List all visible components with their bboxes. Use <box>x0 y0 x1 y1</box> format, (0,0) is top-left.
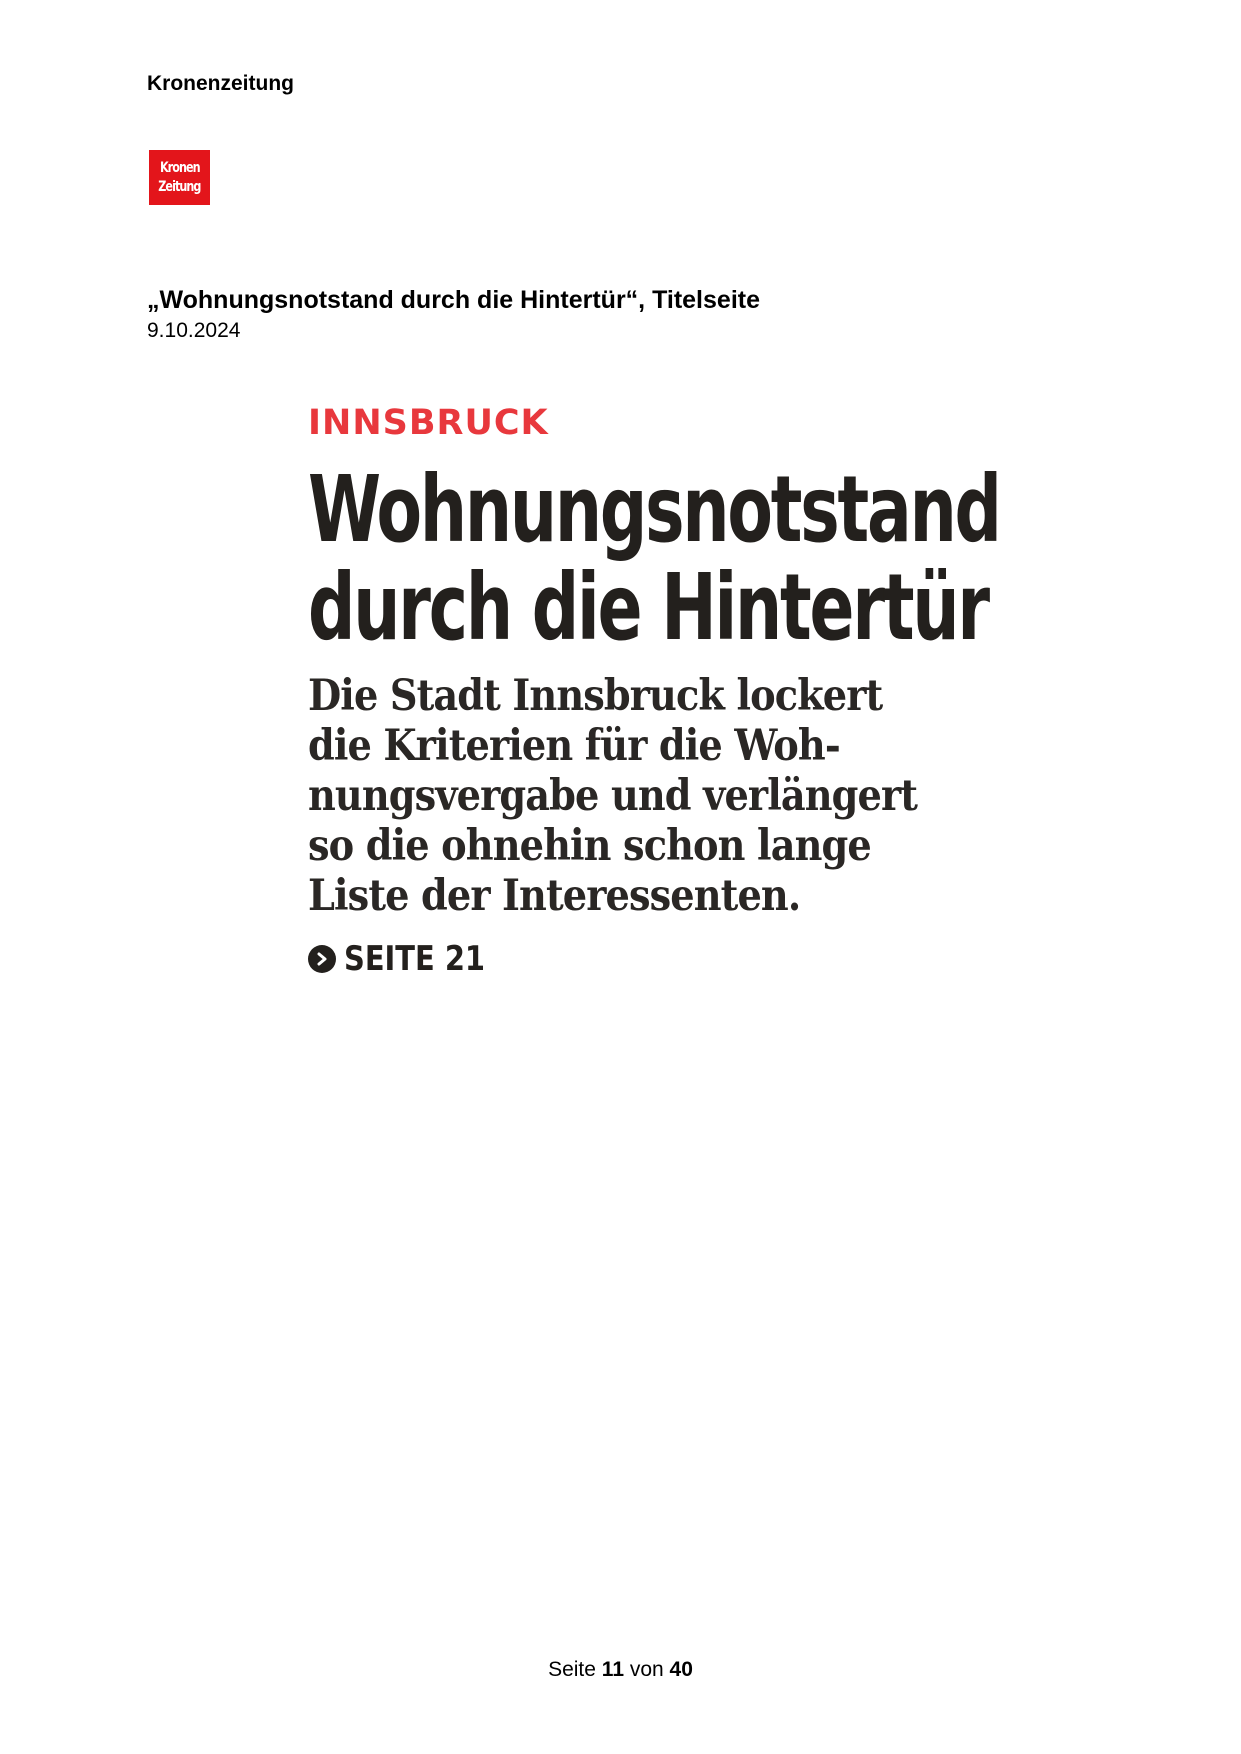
footer-current-page: 11 <box>601 1658 624 1681</box>
lead-line: nungsvergabe und verlängert <box>308 771 918 821</box>
lead-line: Die Stadt Innsbruck lockert <box>308 671 883 721</box>
footer-separator: von <box>629 1658 664 1681</box>
logo-line-1: Kronen <box>159 159 200 176</box>
footer-total-pages: 40 <box>669 1658 693 1681</box>
lead-line: die Kriterien für die Woh- <box>308 721 840 771</box>
headline-line: Wohnungsnotstand <box>308 456 1000 563</box>
clipping-lead <box>308 671 918 921</box>
lead-line: so die ohnehin schon lange <box>308 821 871 871</box>
article-date: 9.10.2024 <box>147 319 241 342</box>
footer-prefix: Seite <box>548 1658 596 1681</box>
headline-line: durch die Hintertür <box>308 554 988 661</box>
article-title: „Wohnungsnotstand durch die Hintertür“, Titelseite <box>147 286 760 314</box>
logo-line-2: Zeitung <box>158 178 201 195</box>
kronen-zeitung-logo <box>149 150 210 205</box>
lead-line: Liste der Interessenten. <box>308 871 801 921</box>
publication-name: Kronenzeitung <box>147 72 294 95</box>
newspaper-clipping <box>308 400 1000 979</box>
clipping-kicker: INNSBRUCK <box>308 403 549 443</box>
page-footer <box>0 1658 1241 1682</box>
arrow-right-circle-icon <box>308 945 336 973</box>
clipping-headline <box>308 456 1000 661</box>
page-reference-label: SEITE 21 <box>344 939 486 979</box>
page-reference <box>308 939 948 979</box>
